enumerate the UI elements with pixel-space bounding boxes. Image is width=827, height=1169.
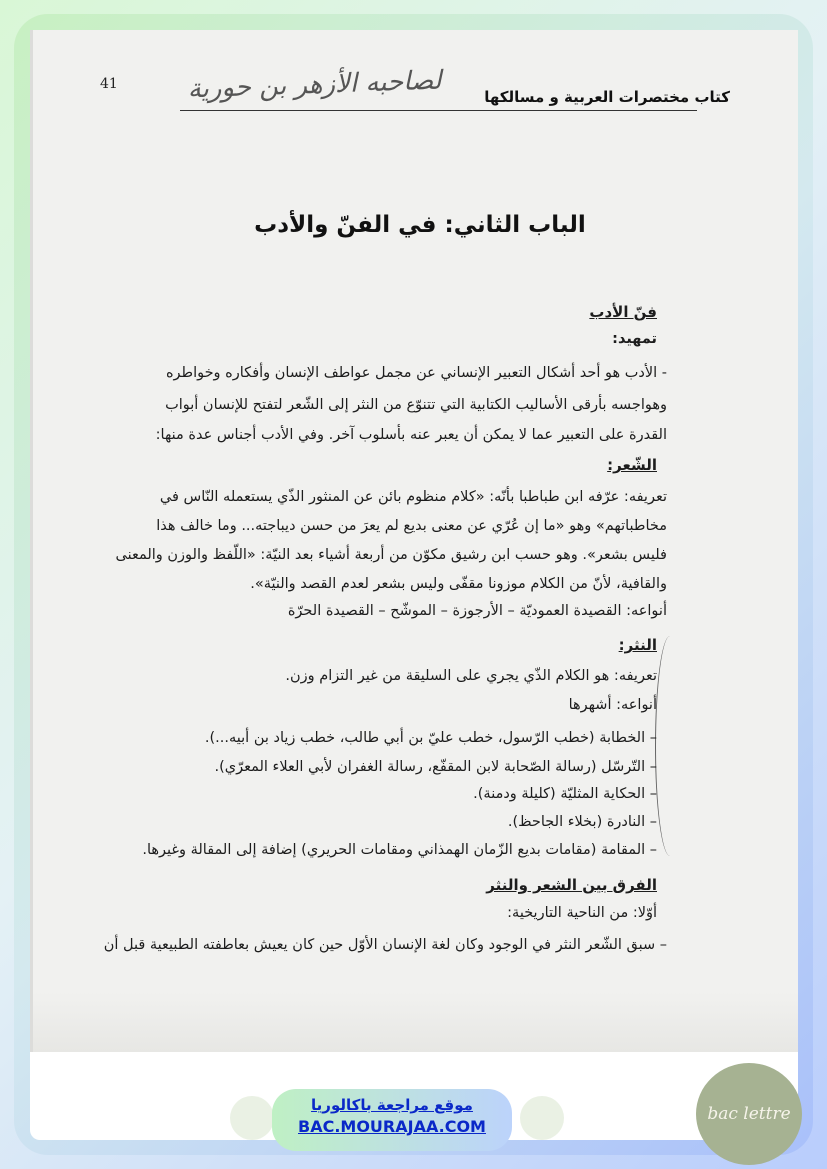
footer-site-name[interactable]: موقع مراجعة باكالوريا xyxy=(311,1096,473,1114)
intro-line: القدرة على التعبير عما لا يمكن أن يعبر عنه بأسلوب آخر. وفي الأدب أجناس عدة منها: xyxy=(155,427,667,443)
chapter-title: الباب الثاني: في الفنّ والأدب xyxy=(254,212,586,238)
prose-definition: تعريفه: هو الكلام الذّي يجري على السليقة من غير التزام وزن. xyxy=(285,668,657,684)
section-heading-poetry: الشّعر: xyxy=(607,456,657,474)
poetry-types: أنواعه: القصيدة العموديّة – الأرجوزة – الموشّح – القصيدة الحرّة xyxy=(287,603,667,619)
page-number: 41 xyxy=(100,76,118,92)
margin-brace xyxy=(655,636,685,856)
prose-type-item: – النادرة (بخلاء الجاحظ). xyxy=(507,814,657,830)
poetry-line: تعريفه: عرّفه ابن طباطبا بأنّه: «كلام منظوم بائن عن المنثور الذّي يستعمله النّاس في xyxy=(159,489,667,505)
poetry-line: مخاطباتهم» وهو «ما إن عُرّي عن معنى بديع لم يعرَ من حسن ديباجته... وما خالف هذا xyxy=(156,518,667,534)
difference-line: – سبق الشّعر النثر في الوجود وكان لغة الإنسان الأوّل حين كان يعيش بعاطفته الطبيعية قبل أن xyxy=(103,937,667,953)
prose-type-item: – الحكاية المثليّة (كليلة ودمنة). xyxy=(473,786,657,802)
prose-type-item: – المقامة (مقامات بديع الزّمان الهمذاني ومقامات الحريري) إضافة إلى المقالة وغيرها. xyxy=(142,842,657,858)
scanned-page xyxy=(30,30,798,1052)
intro-line: وهواجسه بأرقى الأساليب الكتابية التي تتنوّع من النثر إلى الشّعر لتفتح للإنسان أبواب xyxy=(165,397,667,413)
poetry-line: فليس بشعر». وهو حسب ابن رشيق مكوّن من أربعة أشياء بعد النيّة: «اللّفظ والوزن والمعنى xyxy=(115,547,667,563)
site-logo-icon xyxy=(230,1096,274,1140)
section-heading-prose: النثر: xyxy=(618,636,657,654)
prose-types-label: أنواعه: أشهرها xyxy=(568,697,657,713)
site-logo-icon xyxy=(520,1096,564,1140)
bac-lettre-logo: bac lettre xyxy=(696,1063,802,1165)
prose-type-item: – الخطابة (خطب الرّسول، خطب عليّ بن أبي طالب، خطب زياد بن أبيه...). xyxy=(204,730,657,746)
prose-type-item: – التّرسّل (رسالة الصّحابة لابن المقفّع، رسالة الغفران لأبي العلاء المعرّي). xyxy=(214,759,657,775)
intro-heading: تمهيد: xyxy=(612,331,657,347)
intro-line: - الأدب هو أحد أشكال التعبير الإنساني عن مجمل عواطف الإنسان وأفكاره وخواطره xyxy=(165,365,667,381)
handwritten-note: لصاحبه الأزهر بن حورية xyxy=(187,65,443,105)
section-heading-difference: الفرق بين الشعر والنثر xyxy=(486,876,657,894)
book-title: كتاب مختصرات العربية و مسالكها xyxy=(484,88,730,106)
header-divider xyxy=(180,110,697,111)
section-heading-literature: فنّ الأدب xyxy=(589,303,657,321)
footer-site-url[interactable]: BAC.MOURAJAA.COM xyxy=(298,1117,486,1136)
difference-subheading: أوّلا: من الناحية التاريخية: xyxy=(507,905,657,921)
poetry-line: والقافية، لأنّ من الكلام موزونا مقفّى وليس بشعر لعدم القصد والنيّة». xyxy=(250,576,667,592)
footer-banner[interactable] xyxy=(272,1089,512,1151)
